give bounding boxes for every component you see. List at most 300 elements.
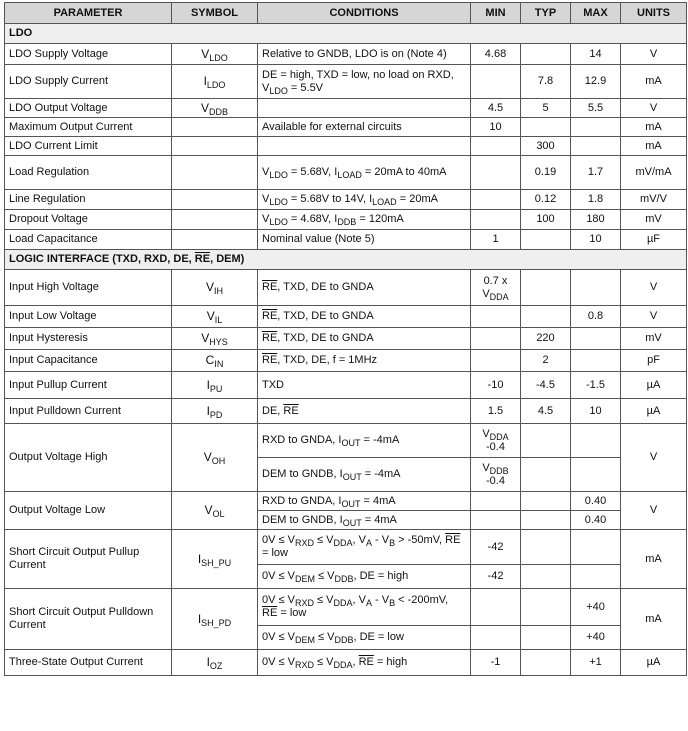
typ-cell: 300 [521, 137, 571, 156]
cond-sub: LOAD [372, 197, 397, 207]
header-parameter: PARAMETER [5, 3, 172, 24]
max-cell: 14 [571, 44, 621, 65]
max-cell: -1.5 [571, 372, 621, 399]
param-cell: Input Capacitance [5, 350, 172, 372]
table-row [5, 530, 687, 565]
header-max: MAX [571, 3, 621, 24]
cond-text: , [352, 656, 359, 668]
cond-text: $\overline{RE}$ [262, 281, 278, 293]
units-cell: V [621, 492, 687, 530]
units-cell: mV [621, 210, 687, 230]
cond-cell [258, 99, 471, 118]
min-cell [471, 65, 521, 99]
param-cell: Output Voltage Low [5, 492, 172, 530]
symbol-cell [172, 530, 258, 589]
typ-cell [521, 565, 571, 589]
units-cell: V [621, 424, 687, 492]
typ-cell: 0.12 [521, 190, 571, 210]
typ-cell [521, 230, 571, 250]
param-cell: Load Capacitance [5, 230, 172, 250]
cond-cell [258, 424, 471, 458]
param-cell: Input Low Voltage [5, 306, 172, 328]
units-cell: µA [621, 650, 687, 676]
param-cell: Dropout Voltage [5, 210, 172, 230]
symbol-sub: LDO [209, 52, 228, 63]
min-cell [471, 190, 521, 210]
units-cell: mA [621, 118, 687, 137]
cond-text: , V [352, 594, 366, 606]
cond-sub: OUT [341, 498, 361, 509]
cond-text: < -200mV, [395, 594, 449, 606]
table-row [5, 589, 687, 626]
table-row [5, 424, 687, 458]
param-cell: Input High Voltage [5, 270, 172, 306]
cond-cell [258, 492, 471, 511]
max-cell [571, 137, 621, 156]
table-row [5, 99, 687, 118]
min-text: -0.4 [486, 474, 505, 487]
cond-text: ≤ V [313, 534, 334, 546]
symbol-text: I [206, 377, 210, 392]
min-cell: 4.5 [471, 99, 521, 118]
table-row [5, 118, 687, 137]
cond-text: V [262, 213, 270, 225]
cond-text: = 4.68V, I [287, 213, 338, 225]
cond-text: $\overline{RE}$ [445, 534, 461, 546]
table-row [5, 270, 687, 306]
symbol-text: V [201, 46, 210, 61]
min-cell [471, 589, 521, 626]
cond-text: DE = high, TXD = low, no load on RXD, V [262, 68, 454, 94]
param-cell: Three-State Output Current [5, 650, 172, 676]
min-cell: 1.5 [471, 399, 521, 424]
section-text: , DEM) [210, 253, 245, 265]
symbol-text: I [206, 655, 210, 669]
cond-cell [258, 530, 471, 565]
spec-table [4, 2, 687, 676]
symbol-cell [172, 44, 258, 65]
cond-text: $\overline{RE}$ [358, 656, 374, 668]
symbol-sub: HYS [209, 337, 228, 347]
cond-cell: Relative to GNDB, LDO is on (Note 4) [258, 44, 471, 65]
min-cell: 1 [471, 230, 521, 250]
max-cell: +40 [571, 626, 621, 650]
cond-text: ≤ V [314, 631, 335, 643]
symbol-text: V [204, 503, 213, 517]
cond-cell: Nominal value (Note 5) [258, 230, 471, 250]
min-cell: 10 [471, 118, 521, 137]
cond-sub: OUT [342, 472, 362, 482]
symbol-text: V [205, 280, 214, 294]
param-cell: LDO Current Limit [5, 137, 172, 156]
symbol-cell [172, 350, 258, 372]
symbol-sub: OZ [209, 661, 223, 671]
min-cell [471, 137, 521, 156]
cond-text: = 20mA [396, 193, 438, 205]
cond-text: 0V ≤ V [262, 570, 295, 582]
max-cell: 0.8 [571, 306, 621, 328]
cond-cell [258, 458, 471, 492]
cond-text: 0V ≤ V [262, 534, 295, 546]
cond-sub: LDO [269, 217, 288, 227]
min-text: -0.4 [486, 440, 505, 453]
param-cell: LDO Supply Voltage [5, 44, 172, 65]
symbol-cell [172, 306, 258, 328]
table-row [5, 372, 687, 399]
cond-text: DEM to GNDB, I [262, 513, 343, 526]
cond-sub: LOAD [337, 170, 362, 180]
units-cell: mA [621, 589, 687, 650]
cond-sub: DDB [334, 635, 354, 645]
symbol-cell [172, 190, 258, 210]
symbol-text: I [197, 551, 202, 566]
cond-sub: A [365, 538, 372, 548]
typ-cell: 220 [521, 328, 571, 350]
min-cell [471, 626, 521, 650]
cond-cell [258, 350, 471, 372]
cond-text: ≤ V [314, 570, 335, 582]
cond-cell [258, 565, 471, 589]
symbol-cell [172, 270, 258, 306]
cond-text: 0V ≤ V [262, 594, 295, 606]
units-cell: pF [621, 350, 687, 372]
symbol-cell [172, 156, 258, 190]
cond-cell: TXD [258, 372, 471, 399]
min-sub: DDA [489, 431, 509, 442]
cond-text: = 5.68V, I [287, 166, 338, 178]
param-cell: Line Regulation [5, 190, 172, 210]
typ-cell: 4.5 [521, 399, 571, 424]
min-cell: -42 [471, 530, 521, 565]
param-cell: LDO Supply Current [5, 65, 172, 99]
table-row [5, 44, 687, 65]
cond-cell [258, 328, 471, 350]
typ-cell [521, 270, 571, 306]
table-row [5, 65, 687, 99]
symbol-text: I [197, 611, 202, 626]
min-text: V [482, 427, 490, 440]
cond-text: , DE = low [353, 631, 404, 643]
symbol-text: V [206, 309, 215, 323]
table-row [5, 399, 687, 424]
cond-text: DEM to GNDB, I [262, 468, 343, 480]
min-cell [471, 350, 521, 372]
table-row [5, 190, 687, 210]
symbol-text: I [203, 74, 207, 88]
param-cell: Maximum Output Current [5, 118, 172, 137]
cond-text: = 4mA [360, 494, 396, 507]
min-cell: -10 [471, 372, 521, 399]
cond-cell [258, 511, 471, 530]
symbol-sub: IL [214, 315, 223, 325]
units-cell: V [621, 99, 687, 118]
cond-cell [258, 156, 471, 190]
cond-sub: RXD [294, 598, 314, 608]
min-cell [471, 210, 521, 230]
max-cell [571, 458, 621, 492]
table-row [5, 492, 687, 511]
section-text: LOGIC INTERFACE (TXD, RXD, DE, [9, 253, 195, 265]
param-cell: Input Hysteresis [5, 328, 172, 350]
max-cell [571, 328, 621, 350]
cond-sub: LDO [269, 170, 288, 180]
typ-cell [521, 492, 571, 511]
cond-cell [258, 399, 471, 424]
cond-cell [258, 65, 471, 99]
cond-text: = 120mA [356, 213, 404, 225]
table-row [5, 230, 687, 250]
symbol-cell [172, 137, 258, 156]
units-cell: µA [621, 399, 687, 424]
cond-sub: B [389, 538, 396, 548]
cond-text: $\overline{RE}$ [283, 404, 299, 417]
typ-cell: 5 [521, 99, 571, 118]
param-cell: Input Pullup Current [5, 372, 172, 399]
typ-cell [521, 589, 571, 626]
cond-text: - V [371, 534, 390, 546]
min-cell [471, 306, 521, 328]
typ-cell [521, 530, 571, 565]
symbol-cell [172, 210, 258, 230]
cond-text: = -4mA [361, 468, 401, 480]
cond-text: $\overline{RE}$ [262, 607, 278, 619]
max-cell: 5.5 [571, 99, 621, 118]
param-cell: Short Circuit Output Pulldown Current [5, 589, 172, 650]
symbol-cell [172, 372, 258, 399]
min-cell [471, 156, 521, 190]
cond-text: RXD to GNDA, I [262, 494, 342, 507]
symbol-sub: DDB [209, 106, 229, 117]
symbol-sub: IH [214, 286, 223, 296]
max-cell [571, 270, 621, 306]
symbol-sub: OH [211, 456, 226, 466]
units-cell: µF [621, 230, 687, 250]
cond-cell [258, 190, 471, 210]
cond-sub: B [389, 598, 396, 608]
units-cell: V [621, 270, 687, 306]
max-cell: 0.40 [571, 492, 621, 511]
cond-text: > -50mV, [395, 534, 446, 546]
min-sub: DDA [489, 291, 509, 302]
typ-cell: 0.19 [521, 156, 571, 190]
cond-sub: RXD [294, 538, 314, 548]
cond-text: = 4mA [361, 513, 397, 526]
min-cell: 4.68 [471, 44, 521, 65]
max-cell [571, 118, 621, 137]
cond-text: = 5.68V to 14V, I [287, 193, 373, 205]
cond-text: RXD to GNDA, I [262, 434, 342, 446]
symbol-text: V [200, 100, 209, 115]
cond-text: V [262, 166, 270, 178]
cond-sub: DDA [333, 538, 353, 548]
cond-cell [258, 650, 471, 676]
symbol-sub: IN [214, 359, 224, 369]
cond-cell [258, 210, 471, 230]
cond-text: 0V ≤ V [262, 656, 295, 668]
typ-cell [521, 650, 571, 676]
table-row [5, 350, 687, 372]
min-cell: -1 [471, 650, 521, 676]
cond-sub: DDB [337, 217, 357, 227]
max-cell: 10 [571, 399, 621, 424]
typ-cell: 100 [521, 210, 571, 230]
cond-sub: DDA [333, 660, 353, 670]
cond-text: , DE = high [353, 570, 409, 582]
cond-text: , TXD, DE, f = 1MHz [277, 354, 378, 366]
min-cell [471, 511, 521, 530]
max-cell [571, 565, 621, 589]
min-cell [471, 270, 521, 306]
cond-text: = -4mA [360, 434, 400, 446]
cond-text: ≤ V [313, 656, 334, 668]
cond-text: ≤ V [313, 594, 334, 606]
cond-text: $\overline{RE}$ [262, 332, 278, 344]
units-cell: mA [621, 137, 687, 156]
min-text: 0.7 x [483, 274, 508, 287]
header-units: UNITS [621, 3, 687, 24]
symbol-cell [172, 118, 258, 137]
units-cell: µA [621, 372, 687, 399]
max-cell [571, 530, 621, 565]
min-cell [471, 492, 521, 511]
symbol-text: I [206, 403, 210, 418]
header-symbol: SYMBOL [172, 3, 258, 24]
cond-sub: DDB [334, 574, 354, 584]
param-cell: Output Voltage High [5, 424, 172, 492]
symbol-cell [172, 589, 258, 650]
symbol-sub: SH_PU [201, 557, 232, 568]
symbol-cell [172, 492, 258, 530]
min-text: V [482, 461, 490, 474]
units-cell: mA [621, 65, 687, 99]
cond-sub: LDO [269, 197, 288, 207]
cond-sub: A [365, 598, 372, 608]
cond-text: , TXD, DE to GNDA [277, 281, 374, 293]
table-row [5, 210, 687, 230]
header-typ: TYP [521, 3, 571, 24]
cond-text: V [262, 193, 270, 205]
cond-sub: DEM [294, 574, 315, 584]
typ-cell: -4.5 [521, 372, 571, 399]
cond-text: = low [277, 607, 307, 619]
section-logic [5, 250, 687, 270]
max-cell: 1.8 [571, 190, 621, 210]
units-cell: mV [621, 328, 687, 350]
max-cell: 10 [571, 230, 621, 250]
typ-cell: 7.8 [521, 65, 571, 99]
min-cell [471, 458, 521, 492]
symbol-sub: LDO [206, 80, 226, 90]
header-conditions: CONDITIONS [258, 3, 471, 24]
units-cell: V [621, 306, 687, 328]
symbol-cell [172, 99, 258, 118]
param-cell: Load Regulation [5, 156, 172, 190]
cond-cell [258, 137, 471, 156]
table-row [5, 156, 687, 190]
symbol-cell [172, 328, 258, 350]
units-cell: mV/mA [621, 156, 687, 190]
symbol-cell [172, 230, 258, 250]
param-cell: Input Pulldown Current [5, 399, 172, 424]
symbol-sub: OL [212, 509, 225, 519]
section-text: $\overline{RE}$ [194, 253, 211, 265]
cond-text: , TXD, DE to GNDA [277, 332, 374, 344]
symbol-sub: PD [209, 409, 223, 420]
max-cell: 0.40 [571, 511, 621, 530]
typ-cell [521, 626, 571, 650]
cond-text: , V [352, 534, 366, 546]
min-cell [471, 424, 521, 458]
cond-cell [258, 306, 471, 328]
typ-cell: 2 [521, 350, 571, 372]
header-min: MIN [471, 3, 521, 24]
typ-cell [521, 511, 571, 530]
symbol-cell [172, 399, 258, 424]
cond-text: = 20mA to 40mA [361, 166, 447, 178]
typ-cell [521, 118, 571, 137]
cond-cell [258, 270, 471, 306]
max-cell [571, 424, 621, 458]
cond-text: $\overline{RE}$ [262, 310, 278, 322]
param-cell: Short Circuit Output Pullup Current [5, 530, 172, 589]
symbol-text: V [201, 331, 210, 345]
cond-sub: DEM [294, 635, 315, 645]
cond-text: , TXD, DE to GNDA [277, 310, 374, 322]
header-row [5, 3, 687, 24]
cond-text: = high [373, 656, 408, 668]
max-cell: 1.7 [571, 156, 621, 190]
cond-cell: Available for external circuits [258, 118, 471, 137]
param-cell: LDO Output Voltage [5, 99, 172, 118]
max-cell: 180 [571, 210, 621, 230]
cond-cell [258, 626, 471, 650]
cond-sub: OUT [342, 517, 362, 528]
symbol-cell [172, 65, 258, 99]
max-cell: +1 [571, 650, 621, 676]
units-cell: mV/V [621, 190, 687, 210]
max-cell: 12.9 [571, 65, 621, 99]
cond-sub: RXD [294, 660, 314, 670]
table-row [5, 137, 687, 156]
typ-cell [521, 458, 571, 492]
min-text: V [482, 287, 490, 300]
typ-cell [521, 424, 571, 458]
cond-text: DE, [262, 404, 284, 417]
max-cell: +40 [571, 589, 621, 626]
typ-cell [521, 306, 571, 328]
cond-text: = low [262, 547, 288, 559]
symbol-text: C [205, 353, 215, 367]
typ-cell [521, 44, 571, 65]
cond-sub: OUT [341, 438, 361, 448]
symbol-cell [172, 424, 258, 492]
max-cell [571, 350, 621, 372]
section-ldo: LDO [5, 24, 687, 44]
cond-text: 0V ≤ V [262, 631, 295, 643]
symbol-cell [172, 650, 258, 676]
symbol-text: V [203, 450, 212, 464]
cond-sub: DDA [333, 598, 353, 608]
min-cell: -42 [471, 565, 521, 589]
units-cell: mA [621, 530, 687, 589]
cond-text: - V [371, 594, 390, 606]
units-cell: V [621, 44, 687, 65]
cond-sub: LDO [269, 85, 288, 96]
cond-cell [258, 589, 471, 626]
cond-text: = 5.5V [287, 81, 324, 94]
symbol-sub: PU [209, 383, 223, 394]
table-row [5, 328, 687, 350]
